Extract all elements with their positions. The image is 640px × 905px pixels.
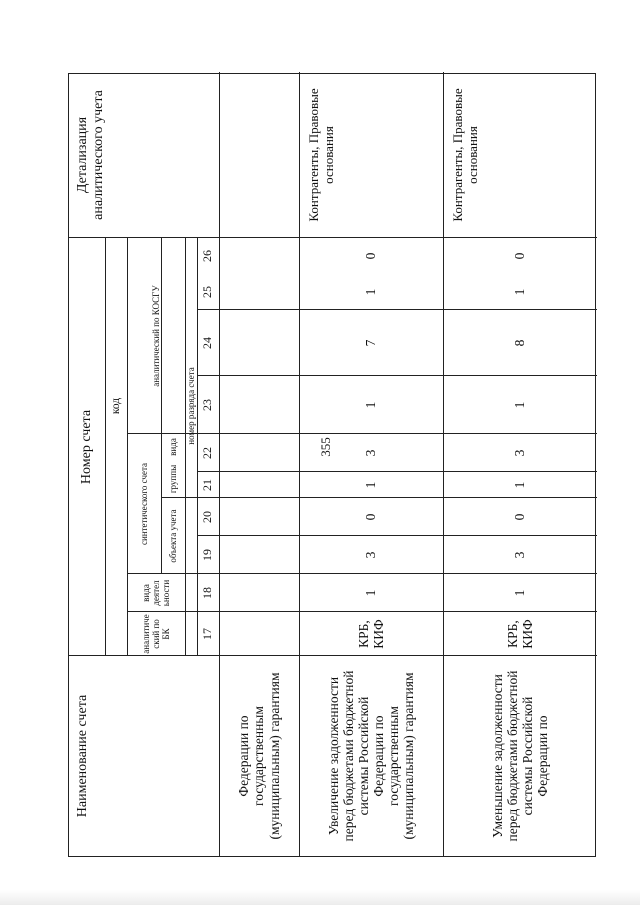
- row-value: 0: [512, 252, 528, 260]
- row-value: 1: [512, 288, 528, 296]
- page-number: 355: [318, 437, 333, 457]
- row-value: 7: [363, 339, 379, 347]
- header-accounting-object: объекта учета: [167, 509, 178, 563]
- column-number: 19: [200, 549, 215, 561]
- accounts-table: [68, 73, 596, 857]
- row-name: Увеличение задолженности перед бюджетами бюджетной системы Российской Федерации по государственным (муниципальным) гарантиям: [325, 670, 417, 842]
- column-number: 17: [200, 628, 215, 640]
- header-group: группы: [167, 464, 178, 494]
- header-activity-type: вида деятел ьности: [140, 579, 172, 607]
- header-account-name: Наименование счета: [75, 694, 90, 818]
- column-number: 21: [200, 479, 215, 491]
- header-digit-number: номер разряда счета: [185, 367, 196, 445]
- row-value: 3: [363, 449, 379, 457]
- row-value: КРБ, КИФ: [504, 619, 535, 649]
- header-account-number: Номер счета: [79, 409, 95, 485]
- column-number: 25: [200, 286, 215, 298]
- row-value: 3: [512, 551, 528, 559]
- row-value: 1: [512, 401, 528, 409]
- row-value: 1: [363, 481, 379, 489]
- row-value: 3: [512, 449, 528, 457]
- header-kind: вида: [167, 438, 178, 456]
- row-value: 0: [363, 513, 379, 521]
- column-number: 18: [200, 587, 215, 599]
- row-value: 0: [363, 252, 379, 260]
- column-number: 26: [200, 250, 215, 262]
- row-value: 8: [512, 339, 528, 347]
- column-number: 23: [200, 399, 215, 411]
- column-number: 22: [200, 447, 215, 459]
- row-name: Федерации по государственным (муниципальным) гарантиям: [236, 672, 282, 840]
- header-code: код: [109, 397, 122, 415]
- row-value: 1: [512, 589, 528, 597]
- scan-edge: [0, 890, 640, 905]
- row-value: 1: [363, 288, 379, 296]
- column-number: 24: [200, 337, 215, 349]
- header-detail: Детализация аналитического учета: [75, 90, 106, 220]
- header-analytic-kosgu: аналитический по КОСГУ: [150, 285, 161, 387]
- header-synthetic-account: синтетического счета: [138, 462, 149, 546]
- column-number: 20: [200, 511, 215, 523]
- row-detail: Контрагенты, Правовые основания: [306, 88, 336, 222]
- row-value: 1: [363, 401, 379, 409]
- row-value: 0: [512, 513, 528, 521]
- header-analytic-bk: аналитиче ский по БК: [140, 614, 172, 654]
- row-value: 1: [363, 589, 379, 597]
- row-detail: Контрагенты, Правовые основания: [450, 88, 480, 222]
- row-name: Уменьшение задолженности перед бюджетами бюджетной системы Российской Федерации по: [489, 670, 551, 842]
- row-value: 1: [512, 481, 528, 489]
- row-value: 3: [363, 551, 379, 559]
- row-value: КРБ, КИФ: [355, 619, 386, 649]
